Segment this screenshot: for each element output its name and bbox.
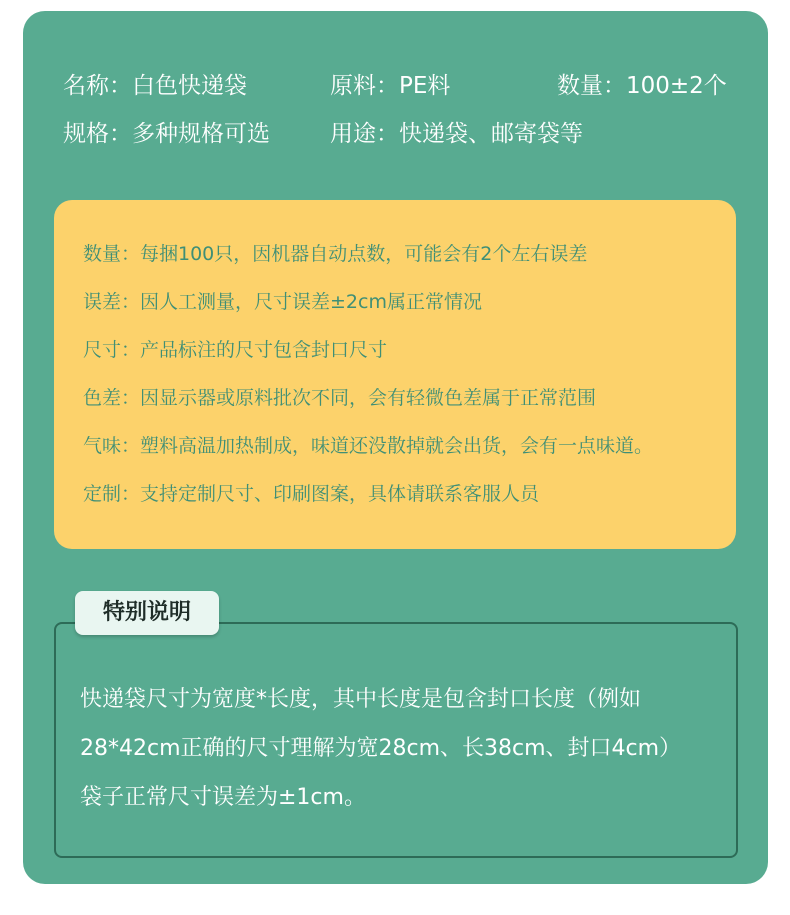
- spec-name: 名称：白色快递袋: [63, 73, 247, 99]
- spec-material: 原料：PE料: [330, 73, 451, 99]
- spec-usage: 用途：快递袋、邮寄袋等: [330, 121, 583, 147]
- spec-size: 规格：多种规格可选: [63, 121, 270, 147]
- product-info-card: [23, 11, 768, 884]
- note-customization: 定制：支持定制尺寸、印刷图案，具体请联系客服人员: [83, 483, 540, 505]
- note-size: 尺寸：产品标注的尺寸包含封口尺寸: [83, 339, 388, 361]
- special-line-3: 袋子正常尺寸误差为±1cm。: [80, 785, 366, 810]
- note-smell: 气味：塑料高温加热制成，味道还没散掉就会出货，会有一点味道。: [83, 435, 654, 457]
- special-line-2: 28*42cm正确的尺寸理解为宽28cm、长38cm、封口4cm）: [80, 736, 682, 761]
- notes-panel: [54, 200, 736, 549]
- note-error: 误差：因人工测量，尺寸误差±2cm属正常情况: [83, 291, 482, 313]
- note-color-difference: 色差：因显示器或原料批次不同，会有轻微色差属于正常范围: [83, 387, 597, 409]
- spec-quantity: 数量：100±2个: [557, 73, 727, 99]
- special-notice-title: 特别说明: [75, 591, 219, 635]
- note-quantity: 数量：每捆100只，因机器自动点数，可能会有2个左右误差: [83, 243, 588, 265]
- special-line-1: 快递袋尺寸为宽度*长度，其中长度是包含封口长度（例如: [80, 687, 642, 712]
